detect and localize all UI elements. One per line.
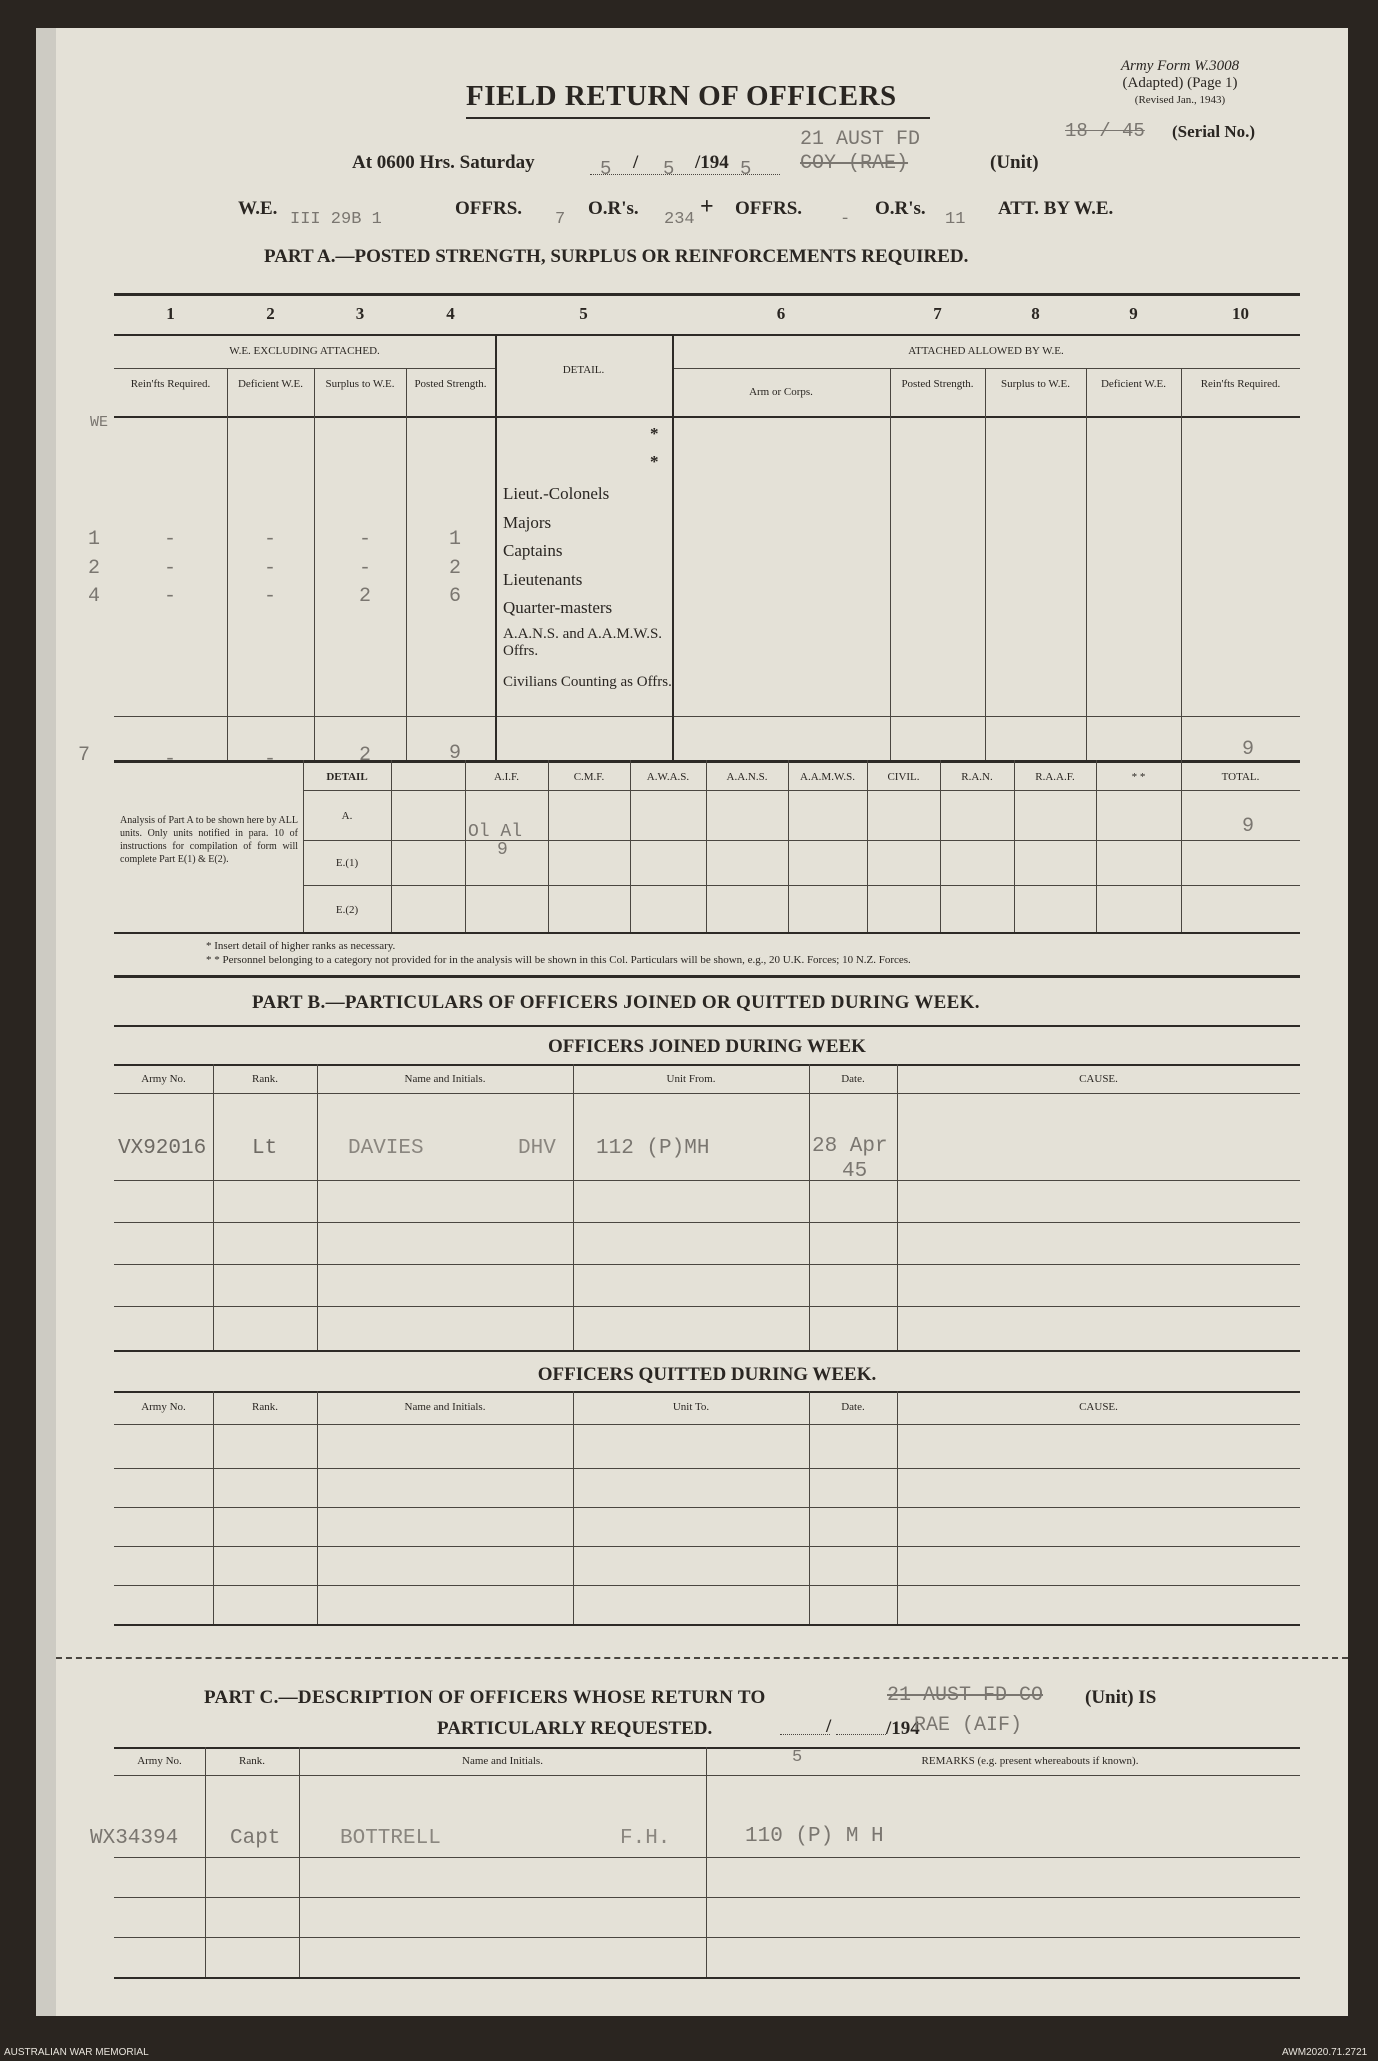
col-number: 7 [933,304,942,323]
rank-label-civilians: Civilians Counting as Offrs. [503,674,672,690]
aif-typed: Ol Al [468,822,523,842]
form-id-block [1080,58,1280,109]
total-surplus: 2 [358,744,371,767]
part-c-header: Rank. [239,1755,265,1767]
date-year: 5 [740,158,752,180]
we-label: W.E. [238,198,278,219]
analysis-row-label: E.(2) [335,904,359,916]
joined-date: 28 Apr [812,1135,888,1158]
rank-label: Lieut.-Colonels [503,484,610,503]
joined-header: Name and Initials. [404,1073,486,1085]
date-day: 5 [600,158,612,180]
quitted-header: Army No. [141,1401,186,1413]
part-c-header: Name and Initials. [462,1755,543,1767]
part-c-name: BOTTRELL [340,1827,441,1850]
part-c-line2: PARTICULARLY REQUESTED. [437,1718,713,1739]
posted-heading: Posted Strength. [414,378,487,390]
quitted-title: OFFICERS QUITTED DURING WEEK. [537,1364,877,1385]
deficient-heading: Deficient W.E. [237,378,304,390]
analysis-header: C.M.F. [573,771,605,783]
offrs2-label: OFFRS. [735,198,803,219]
quitted-header: Name and Initials. [404,1401,486,1413]
part-c-title: PART C.—DESCRIPTION OF OFFICERS WHOSE RETURN TO [204,1687,766,1708]
footer-left: AUSTRALIAN WAR MEMORIAL [4,2047,149,2058]
serial-label: (Serial No.) [1172,122,1256,141]
part-b-title: PART B.—PARTICULARS OF OFFICERS JOINED OR QUITTED DURING WEEK. [252,992,980,1013]
offrs2-value: - [840,210,851,229]
rank-label: Lieutenants [503,569,583,589]
col-number: 2 [266,304,275,323]
rank-label: Captains [503,541,563,560]
quitted-header: Rank. [252,1401,278,1413]
analysis-header: DETAIL [326,771,368,783]
joined-date-year: 45 [842,1160,868,1183]
quitted-header: CAUSE. [1079,1401,1118,1413]
surplus-heading: Surplus to W.E. [325,378,395,390]
joined-name: DAVIES [348,1137,424,1160]
footnote-2: * * Personnel belonging to a category not provided for in the analysis will be shown in this Col. Particulars will be shown, e.g., 20 U.K. Forces; 10 N.Z. Forces. [206,954,911,966]
aif-typed-2: 9 [497,840,508,860]
quitted-header: Date. [841,1401,865,1413]
part-c-header: Army No. [137,1755,182,1767]
part-c-typed-five: 5 [792,1748,803,1767]
we-margin-note: WE [90,414,109,431]
analysis-header: CIVIL. [887,771,920,783]
total-reinf: - [163,748,176,771]
perforation-line [56,1657,1348,1659]
analysis-row-label: E.(1) [335,857,359,869]
posted2-heading: Posted Strength. [901,378,974,390]
joined-header: Date. [841,1073,865,1085]
posted-column-typed: 1 2 6 [448,528,461,608]
quitted-header: Unit To. [672,1401,710,1413]
unit-label: (Unit) [990,152,1039,173]
part-c-header: REMARKS (e.g. present whereabouts if known). [921,1755,1139,1767]
part-c-remarks: 110 (P) M H [745,1825,884,1848]
col-number: 5 [579,304,588,323]
detail-heading: DETAIL. [562,364,605,376]
part-c-rank: Capt [230,1827,281,1850]
analysis-header: TOTAL. [1221,771,1260,783]
analysis-note: Analysis of Part A to be shown here by ALL units. Only units notified in para. 10 of instructions for compilation of form will complete Part E(1) & E(2). [120,815,298,865]
sheet-edge-shadow [36,28,56,2016]
col-number: 1 [166,304,175,323]
ors2-label: O.R's. [875,198,926,219]
total-we: 7 [78,744,91,767]
title-underline [466,117,930,119]
col-number: 6 [776,304,786,323]
form-id: Army Form W.3008 [1120,58,1240,74]
attached-heading: ATTACHED ALLOWED BY W.E. [908,345,1064,357]
ors-label: O.R's. [588,198,639,219]
col-number: 3 [355,304,365,323]
analysis-header: * * [1131,771,1146,783]
reinf-column-typed: - - - [163,528,176,608]
serial-number: 18 / 45 [1065,120,1145,142]
page-title: FIELD RETURN OF OFFICERS [466,80,897,112]
footer-right: AWM2020.71.2721 [1282,2047,1368,2058]
att-label: ATT. BY W.E. [998,198,1114,219]
part-a-title: PART A.—POSTED STRENGTH, SURPLUS OR REINFORCEMENTS REQUIRED. [264,246,969,267]
date-month: 5 [663,158,675,180]
ranks-list [503,480,673,623]
rank-label-aans: A.A.N.S. and A.A.M.W.S. Offrs. [503,626,663,659]
plus-sign: + [700,194,714,220]
unit-typed-2: COY (RAE) [800,152,909,175]
joined-unit: 112 (P)MH [596,1137,710,1160]
ors2-value: 11 [945,210,966,229]
total-posted: 9 [448,742,461,765]
offrs-label: OFFRS. [455,198,523,219]
analysis-row-label: A. [341,810,353,822]
joined-initials: DHV [518,1137,556,1160]
star-note: * [650,424,659,443]
part-c-unit-typed-2: RAE (AIF) [914,1714,1023,1737]
date-year-prefix: /194 [695,152,729,173]
analysis-header: A.W.A.S. [646,771,690,783]
form-adapted: (Adapted) (Page 1) [1122,75,1238,91]
at-label: At 0600 Hrs. Saturday [352,152,535,173]
joined-rank: Lt [252,1137,278,1160]
col-number: 9 [1129,304,1138,323]
joined-header: Unit From. [666,1073,716,1085]
footnote-1: * Insert detail of higher ranks as necessary. [206,940,396,952]
total-reinf2: 9 [1241,738,1254,761]
surplus-column-typed: - - 2 [358,528,371,608]
joined-header: Rank. [252,1073,278,1085]
we-excl-heading: W.E. EXCLUDING ATTACHED. [229,345,380,357]
joined-title: OFFICERS JOINED DURING WEEK [548,1036,866,1057]
deficient2-heading: Deficient W.E. [1100,378,1167,390]
deficient-column-typed: - - - [263,528,276,608]
analysis-header: A.A.M.W.S. [800,771,855,783]
unit-typed-1: 21 AUST FD [800,128,921,151]
we-column-typed: 1 2 4 [88,528,101,608]
joined-army-no: VX92016 [118,1137,207,1160]
part-c-army-no: WX34394 [90,1827,179,1850]
joined-header: CAUSE. [1079,1073,1118,1085]
rank-label: Majors [503,512,552,532]
col-number: 4 [446,304,455,323]
col-number: 10 [1232,304,1249,323]
we-value: III 29B 1 [290,210,382,229]
analysis-header: A.A.N.S. [726,771,768,783]
joined-header: Army No. [141,1073,186,1085]
ors-value: 234 [664,210,695,229]
form-revised: (Revised Jan., 1943) [1134,94,1226,106]
part-c-initials: F.H. [620,1827,671,1850]
analysis-header: R.A.A.F. [1035,771,1075,783]
total-deficient: - [263,748,276,771]
offrs-value: 7 [555,210,566,229]
part-c-unit-typed: 21 AUST FD CO [887,1684,1044,1707]
col-number: 8 [1031,304,1040,323]
analysis-header: A.I.F. [493,771,520,783]
total-typed: 9 [1241,815,1254,838]
reinf-heading: Rein'fts Required. [130,378,211,390]
rank-label: Quarter-masters [503,598,613,617]
analysis-header: R.A.N. [961,771,993,783]
reinf2-heading: Rein'fts Required. [1200,378,1281,390]
surplus2-heading: Surplus to W.E. [1000,378,1071,390]
arm-heading: Arm or Corps. [749,386,813,398]
part-c-date-tail: /194 [886,1718,920,1739]
star-note: * [650,452,659,471]
part-c-unit-label: (Unit) IS [1085,1687,1157,1708]
